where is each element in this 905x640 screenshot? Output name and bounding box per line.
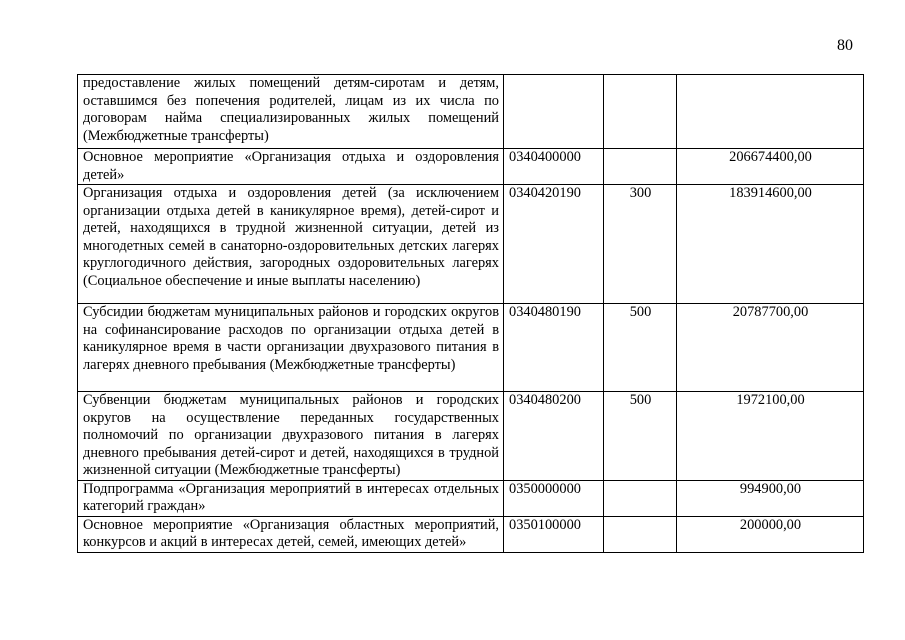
row-sum-cell: 200000,00	[677, 516, 864, 552]
row-code-cell: 0340480200	[504, 392, 604, 481]
row-expense-type-cell	[604, 75, 677, 149]
row-expense-type-cell: 300	[604, 185, 677, 304]
table-row	[78, 75, 864, 149]
row-name-cell: предоставление жилых помещений детям-сиротам и детям, оставшимся без попечения родителей, лицам из их числа по договорам найма специализированных жилых помещений (Межбюджетные трансферты)	[78, 75, 504, 149]
row-sum-cell	[677, 75, 864, 149]
row-name-cell: Основное мероприятие «Организация отдыха и оздоровления детей»	[78, 149, 504, 185]
table-row	[78, 149, 864, 185]
row-expense-type-cell	[604, 480, 677, 516]
row-expense-type-cell: 500	[604, 304, 677, 392]
row-code-cell: 0340480190	[504, 304, 604, 392]
table-row	[78, 185, 864, 304]
table-row	[78, 516, 864, 552]
row-name-cell: Организация отдыха и оздоровления детей (за исключением организации отдыха детей в каникулярное время), детей-сирот и детей, находящихся в трудной жизненной ситуации, детей из многодетных семей в санаторно-оздоровительных детских лагерях круглогодичного действия, загородных оздоровительных лагерях (Социальное обеспечение и иные выплаты населению)	[78, 185, 504, 304]
row-code-cell: 0350000000	[504, 480, 604, 516]
row-code-cell: 0340400000	[504, 149, 604, 185]
row-code-cell: 0340420190	[504, 185, 604, 304]
row-name-cell: Подпрограмма «Организация мероприятий в интересах отдельных категорий граждан»	[78, 480, 504, 516]
budget-table	[77, 74, 864, 553]
row-sum-cell: 206674400,00	[677, 149, 864, 185]
row-expense-type-cell	[604, 149, 677, 185]
row-sum-cell: 994900,00	[677, 480, 864, 516]
row-sum-cell: 20787700,00	[677, 304, 864, 392]
table-row	[78, 480, 864, 516]
row-name-cell: Субвенции бюджетам муниципальных районов и городских округов на осуществление переданных государственных полномочий по организации двухразового питания в лагерях дневного пребывания детей-сирот и детей, находящихся в трудной жизненной ситуации (Межбюджетные трансферты)	[78, 392, 504, 481]
table-row	[78, 392, 864, 481]
row-sum-cell: 183914600,00	[677, 185, 864, 304]
row-name-cell: Основное мероприятие «Организация областных мероприятий, конкурсов и акций в интересах детей, семей, имеющих детей»	[78, 516, 504, 552]
row-sum-cell: 1972100,00	[677, 392, 864, 481]
row-code-cell: 0350100000	[504, 516, 604, 552]
page-number: 80	[837, 37, 853, 54]
row-name-cell: Субсидии бюджетам муниципальных районов и городских округов на софинансирование расходов по организации отдыха детей в каникулярное время в части организации двухразового питания в лагерях дневного пребывания (Межбюджетные трансферты)	[78, 304, 504, 392]
row-expense-type-cell: 500	[604, 392, 677, 481]
row-expense-type-cell	[604, 516, 677, 552]
table-row	[78, 304, 864, 392]
row-code-cell	[504, 75, 604, 149]
